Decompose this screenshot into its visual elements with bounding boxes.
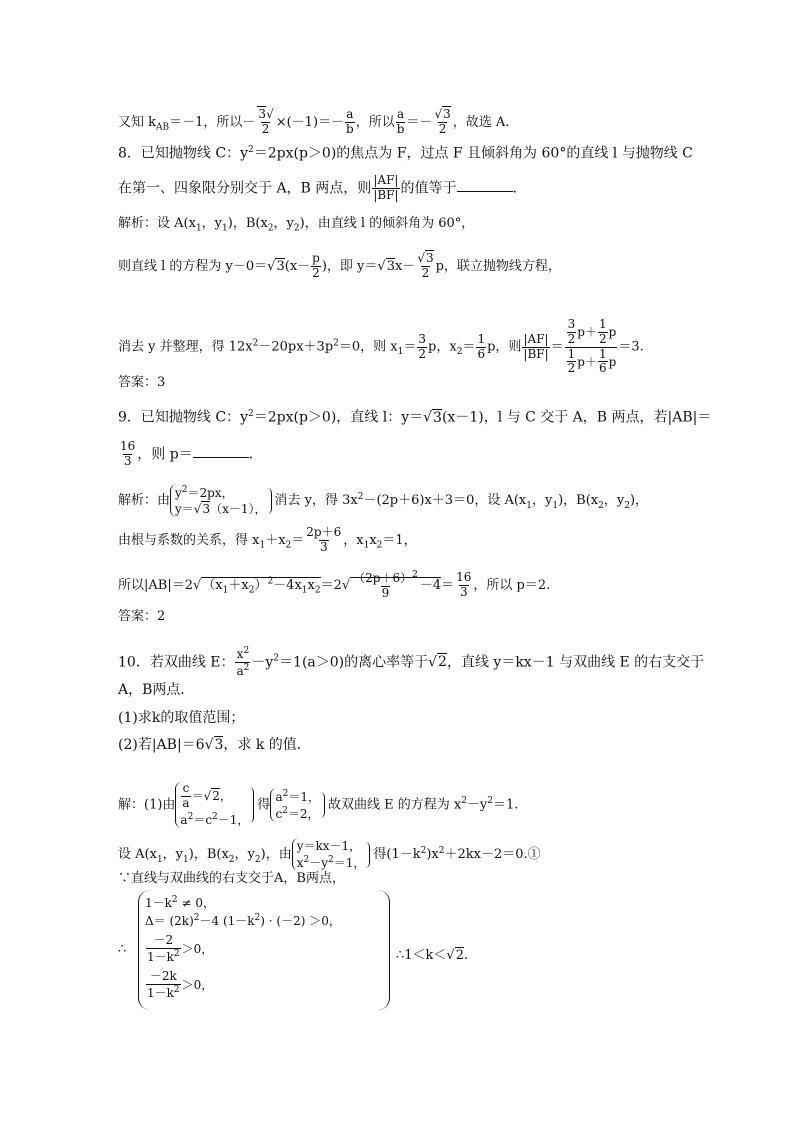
question-8-line-1: 8．已知抛物线 C：$y^2=2px(p>0)$的焦点为 F，过点 F 且倾斜角为 60°的直线 l 与抛物线 C: [118, 145, 693, 162]
question-9-line-2: $\frac{16}{3}$ ，则 p＝ ．: [120, 439, 263, 468]
inequality-system: $1-k^2 \ne 0$， $\Delta= (2k)^2-4$ $(1-k^2) \cdot (-2) >0$， $\frac{-2}{1-k^2}$ ＞0， $\frac{-2k}{1-k^2}$ ＞0，: [138, 890, 390, 1010]
solution-8-line-1: 解析：设 $A(x_1$，$y_1$)，$B(x_2$，$y_2$)，由直线 l 的倾斜角为 60°，: [118, 216, 475, 234]
question-8-line-2: 在第一、四象限分别交于 A，B 两点，则 $\frac{|AF|}{|BF|}$ 的值等于 ．: [118, 173, 527, 202]
answer-blank: [457, 179, 513, 192]
solution-10-line-3: ∵直线与双曲线的右支交于A，B两点，: [118, 871, 345, 886]
solution-10-result: ∴1＜k＜√2.: [396, 948, 469, 963]
solution-9-line-1: 解析：由$y^2=2px$， y＝√3（x－1），消去 y，得 $3x^2-(2p+6)x+3=0$，设 $A(x_1$，$y_1$)，$B(x_2$，$y_2$)，: [118, 485, 649, 517]
solution-9-line-2: 由根与系数的关系，得 $x_1+x_2=$ $\frac{2p+6}{3}$ ，$x_1x_2=1$，: [118, 525, 417, 554]
text-line-1: 又知 $k_{AB}=-1$，所以－ $\frac{3√}{2}$ ×(－1)＝－ $\frac{a}{b}$ ，所以 $\frac{a}{b}$ ＝－ $\frac{√3}{2}$ ，故选 A.: [118, 107, 510, 136]
therefore-symbol: ∴: [118, 942, 127, 957]
answer-8: 答案：3: [118, 375, 166, 390]
question-10-part-2: (2)若|AB|＝6√3，求 k 的值．: [118, 737, 311, 753]
solution-10-line-2: 设 $A(x_1$，$y_1$)，$B(x_2$，$y_2$)，由y＝kx－1， $x^2-y^2=1$，得$(1-k^2)x^2+2kx-2=0.①$: [118, 839, 541, 871]
solution-10-line-1: 解：(1)由 $\frac{c}{a}$ ＝√2， $a^2=c^2-1$，得$a^2=1$， $c^2=2$，故双曲线 E 的方程为 $x^2-y^2=1$.: [118, 781, 519, 827]
question-9-line-1: 9．已知抛物线 C：$y^2=2px(p>0)$，直线 l：y＝√3(x－1)，l 与 C 交于 A，B 两点，若|AB|＝: [118, 409, 712, 426]
solution-8-line-3: 消去 y 并整理，得 $12x^2-20px+3p^2=0$，则 $x_1=$ $\frac{3}{2}$ p，$x_2=$ $\frac{1}{6}$ p，则 $\frac{|AF|}{|BF|}$ ＝ $\frac{3}{2}$ p＋ $\frac{1}{2}$ p $\frac{1}{2}$ p＋ $\frac{1}{6}$ p ＝3.: [118, 317, 644, 376]
question-10-part-1: (1)求k的取值范围；: [118, 710, 245, 726]
question-10-line-2: A，B两点．: [118, 682, 195, 698]
solution-9-line-3: 所以$|AB|=2√(x_1+x_2)^2-4x_1x_2=2√$ $\frac{(2p+6)^2}{9}$ －4＝ $\frac{16}{3}$ ，所以 p＝2.: [118, 570, 551, 600]
solution-8-line-2: 则直线 l 的方程为 y－0＝√3(x－ $\frac{p}{2}$ )，即 y＝√3x－ $\frac{√3}{2}$ p，联立抛物线方程，: [118, 251, 561, 280]
answer-9: 答案：2: [118, 609, 166, 624]
question-10-line-1: 10．若双曲线 E： $\frac{x^2}{a^2}$ $-y^2=1(a>0)$的离心率等于√2，直线 y＝kx－1 与双曲线 E 的右支交于: [118, 646, 705, 678]
answer-blank: [193, 445, 249, 458]
